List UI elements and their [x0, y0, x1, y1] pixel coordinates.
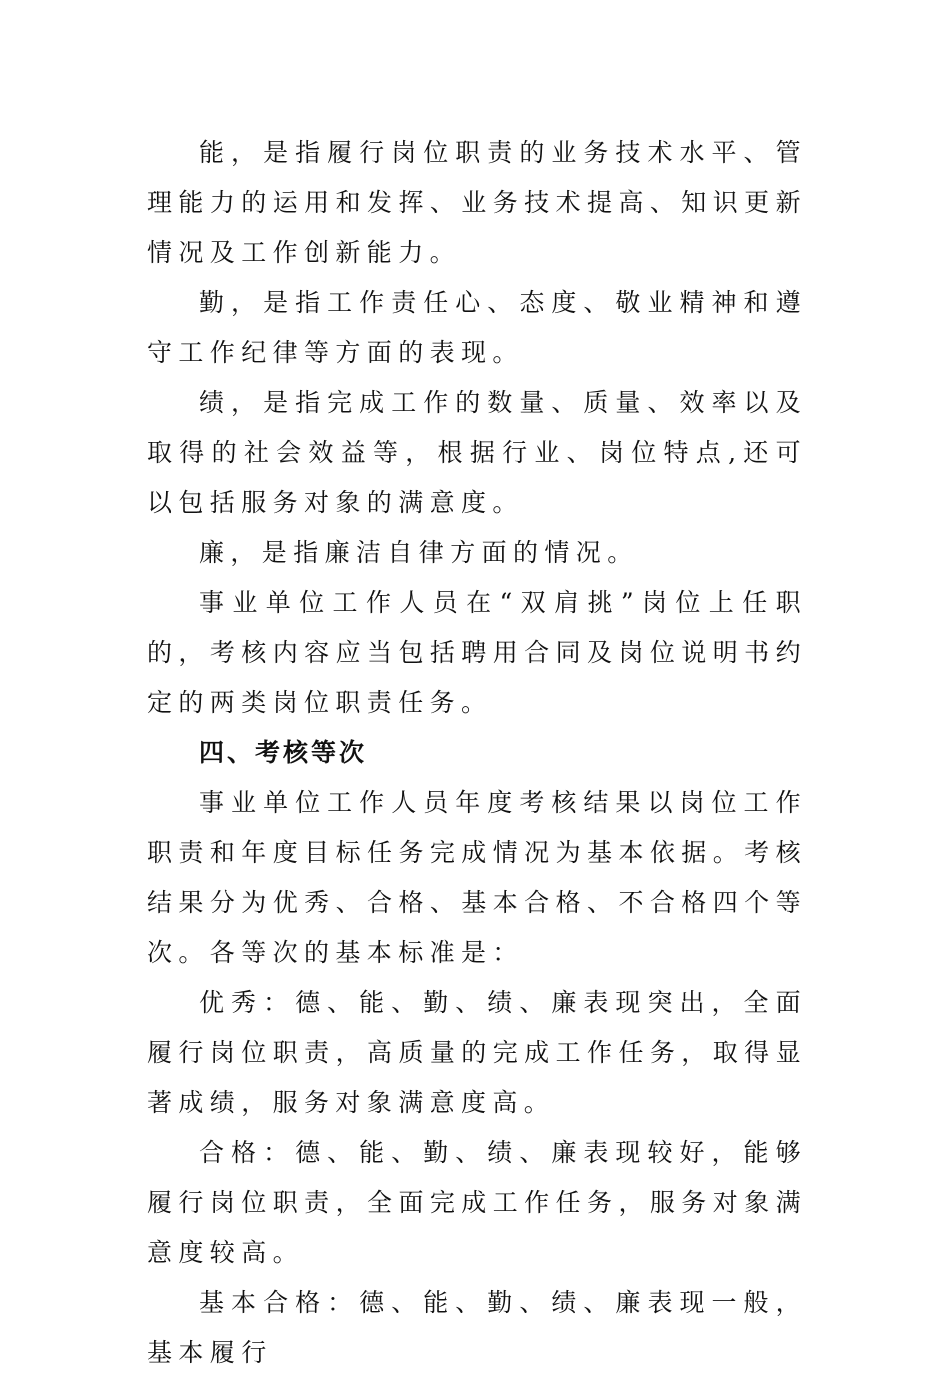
section-heading-assessment-levels: 四、考核等次: [199, 738, 368, 767]
paragraph-assessment-basis: 事业单位工作人员年度考核结果以岗位工作职责和年度目标任务完成情况为基本依据。考核结果分为优秀、合格、基本合格、不合格四个等次。各等次的基本标准是：: [147, 788, 807, 967]
paragraph-lian: 廉，是指廉洁自律方面的情况。: [199, 538, 639, 567]
paragraph-excellent: 优秀：德、能、勤、绩、廉表现突出，全面履行岗位职责，高质量的完成工作任务，取得显著成绩，服务对象满意度高。: [147, 988, 807, 1117]
paragraph-qin: 勤，是指工作责任心、态度、敬业精神和遵守工作纪律等方面的表现。: [147, 288, 807, 367]
paragraph-ji: 绩，是指完成工作的数量、质量、效率以及取得的社会效益等，根据行业、岗位特点,还可以包括服务对象的满意度。: [147, 388, 807, 517]
paragraph-dual-role: 事业单位工作人员在“双肩挑”岗位上任职的，考核内容应当包括聘用合同及岗位说明书约定的两类岗位职责任务。: [147, 588, 807, 717]
document-page: [147, 128, 807, 1378]
paragraph-qualified: 合格：德、能、勤、绩、廉表现较好，能够履行岗位职责，全面完成工作任务，服务对象满意度较高。: [147, 1138, 807, 1267]
paragraph-neng: 能，是指履行岗位职责的业务技术水平、管理能力的运用和发挥、业务技术提高、知识更新情况及工作创新能力。: [147, 138, 807, 267]
paragraph-basically-qualified: 基本合格：德、能、勤、绩、廉表现一般，基本履行: [147, 1288, 807, 1367]
